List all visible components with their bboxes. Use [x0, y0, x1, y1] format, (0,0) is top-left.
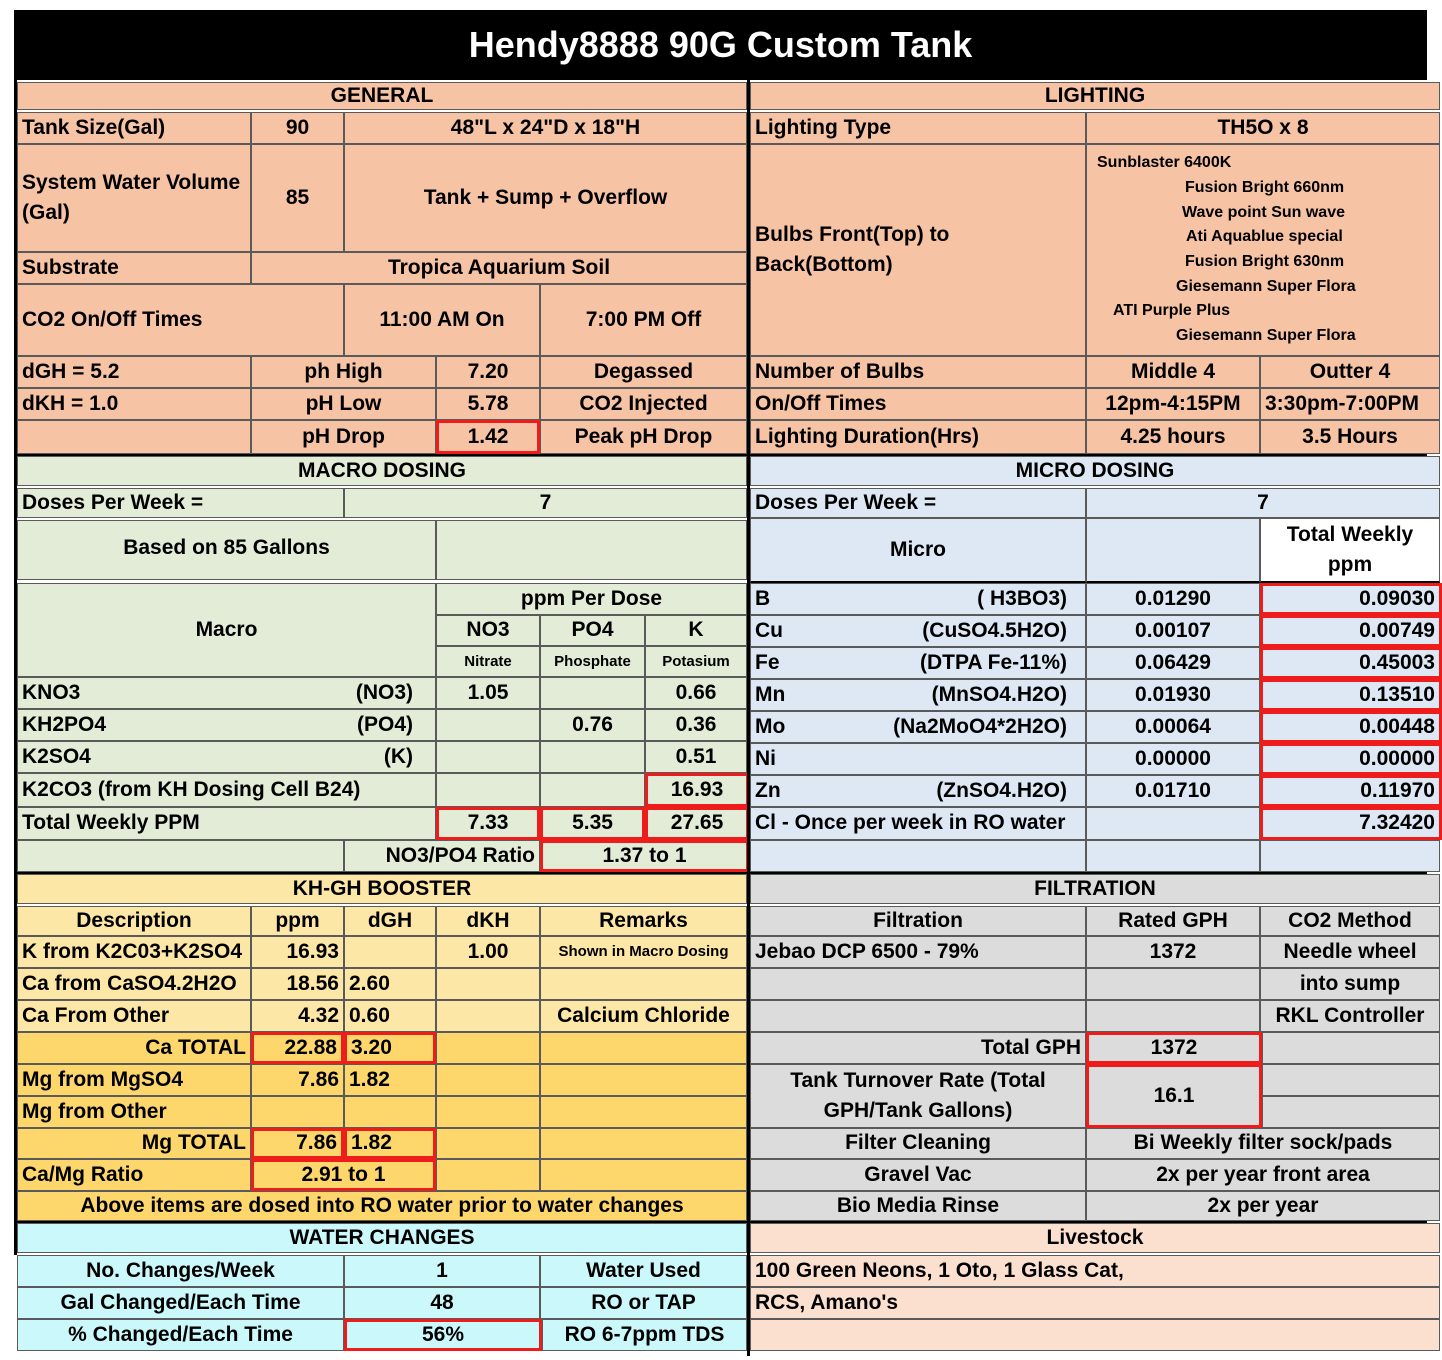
pct-changed-label: % Changed/Each Time: [17, 1319, 344, 1351]
khgh-dkh: [436, 1096, 540, 1128]
micro-element: Ni: [755, 746, 776, 770]
filtration-spacer: [1086, 968, 1260, 1000]
spreadsheet: [14, 10, 1435, 1356]
bulb-count-outer: Outter 4: [1260, 356, 1440, 388]
khgh-remarks: [540, 1096, 747, 1128]
gal-changed-label: Gal Changed/Each Time: [17, 1287, 344, 1319]
micro-spacer: [1086, 840, 1260, 872]
micro-element: B: [755, 586, 771, 610]
micro-element: Cu: [755, 618, 783, 642]
lighting-header: LIGHTING: [750, 82, 1440, 110]
khgh-dkh: [436, 1032, 540, 1064]
micro-row-element: [750, 679, 1086, 711]
macro-row-ion: (PO4): [356, 712, 413, 736]
filtration-header: FILTRATION: [750, 874, 1440, 904]
khgh-col-dkh: dKH: [436, 906, 540, 936]
khgh-col-remarks: Remarks: [540, 906, 747, 936]
khgh-dgh: 0.60: [344, 1000, 436, 1032]
lighting-type-label: Lighting Type: [750, 112, 1086, 144]
livestock-line-2: RCS, Amano's: [750, 1287, 1440, 1319]
tank-dimensions: 48"L x 24"D x 18"H: [344, 112, 747, 144]
col-k: K: [645, 615, 747, 646]
filter-rated-gph: 1372: [1086, 936, 1260, 968]
filtration-col-rated-gph: Rated GPH: [1086, 906, 1260, 936]
filter-cleaning-value: Bi Weekly filter sock/pads: [1086, 1128, 1440, 1159]
khgh-ppm: 4.32: [251, 1000, 344, 1032]
water-used-label: Water Used: [540, 1255, 747, 1287]
turnover-label: Tank Turnover Rate (Total GPH/Tank Gallons): [750, 1064, 1086, 1128]
micro-compound: (CuSO4.5H2O): [922, 618, 1067, 642]
khgh-description: Ca From Other: [17, 1000, 251, 1032]
khgh-ppm: 7.86: [251, 1128, 344, 1159]
cl-label: Cl - Once per week in RO water: [750, 807, 1086, 840]
filtration-spacer: [750, 1000, 1086, 1032]
ph-high-label: ph High: [251, 356, 436, 388]
micro-dose: 0.01710: [1086, 775, 1260, 807]
changes-per-week-value: 1: [344, 1255, 540, 1287]
ph-drop-note: Peak pH Drop: [540, 420, 747, 454]
khgh-dkh: [436, 1000, 540, 1032]
khgh-description: Mg TOTAL: [17, 1128, 251, 1159]
macro-blank: [436, 520, 747, 580]
khgh-remarks: [540, 1064, 747, 1096]
macro-row-compound: K2CO3 (from KH Dosing Cell B24): [17, 773, 436, 807]
khgh-dgh: 1.82: [344, 1064, 436, 1096]
khgh-remarks: [540, 968, 747, 1000]
bulb-count-label: Number of Bulbs: [750, 356, 1086, 388]
khgh-description: K from K2C03+K2SO4: [17, 936, 251, 968]
khgh-dgh: 2.60: [344, 968, 436, 1000]
macro-label: Macro: [17, 583, 436, 677]
micro-row-element: [750, 583, 1086, 615]
macro-row-compound: KNO3: [22, 680, 81, 704]
light-duration-outer: 3.5 Hours: [1260, 420, 1440, 454]
macro-row-po4: 0.76: [540, 709, 645, 741]
livestock-header: Livestock: [750, 1223, 1440, 1253]
khgh-description: Mg from MgSO4: [17, 1064, 251, 1096]
gravel-vac-label: Gravel Vac: [750, 1159, 1086, 1191]
micro-row-element: [750, 711, 1086, 743]
substrate-label: Substrate: [17, 252, 251, 284]
filtration-spacer: [1262, 1032, 1440, 1064]
ca-mg-ratio-value: 2.91 to 1: [251, 1159, 436, 1191]
total-gph-value: 1372: [1086, 1032, 1262, 1064]
bulb-5: Fusion Bright 630nm: [1185, 253, 1345, 270]
light-duration-label: Lighting Duration(Hrs): [750, 420, 1086, 454]
macro-row-no3: [436, 709, 540, 741]
khgh-spacer: [436, 1159, 540, 1191]
macro-row-compound: K2SO4: [22, 744, 91, 768]
cl-dose-blank: [1086, 807, 1260, 840]
system-volume-label: System Water Volume (Gal): [17, 144, 251, 252]
khgh-description: Ca TOTAL: [17, 1032, 251, 1064]
tank-size-label: Tank Size(Gal): [17, 112, 251, 144]
total-weekly-ppm-label: Total Weekly ppm: [1260, 518, 1440, 583]
macro-row-po4: [540, 677, 645, 709]
micro-row-element: [750, 647, 1086, 679]
micro-header: MICRO DOSING: [750, 456, 1440, 486]
bulbs-order-label: Bulbs Front(Top) to Back(Bottom): [750, 144, 1086, 356]
bulb-4: Ati Aquablue special: [1186, 228, 1343, 246]
co2-times-label: CO2 On/Off Times: [17, 284, 344, 356]
macro-row-po4: [540, 773, 645, 807]
ph-low-value: 5.78: [436, 388, 540, 420]
khgh-description: Ca from CaSO4.2H2O: [17, 968, 251, 1000]
changes-per-week-label: No. Changes/Week: [17, 1255, 344, 1287]
ppm-per-dose-label: ppm Per Dose: [436, 583, 747, 615]
dkh-value: dKH = 1.0: [17, 388, 251, 420]
micro-compound: (Na2MoO4*2H2O): [893, 714, 1067, 738]
light-times-middle: 12pm-4:15PM: [1086, 388, 1260, 420]
macro-total-k: 27.65: [645, 807, 749, 840]
no3-po4-ratio-value: 1.37 to 1: [540, 840, 749, 872]
macro-row-k: 0.51: [645, 741, 747, 773]
gravel-vac-value: 2x per year front area: [1086, 1159, 1440, 1191]
no3-po4-ratio-label: NO3/PO4 Ratio: [344, 840, 540, 872]
macro-row-po4: [540, 741, 645, 773]
water-tds: RO 6-7ppm TDS: [542, 1319, 747, 1351]
ph-high-note: Degassed: [540, 356, 747, 388]
micro-compound: (ZnSO4.H2O): [936, 778, 1067, 802]
khgh-dkh: 1.00: [436, 936, 540, 968]
ph-low-note: CO2 Injected: [540, 388, 747, 420]
cl-weekly: 7.32420: [1260, 807, 1442, 840]
col-no3: NO3: [436, 615, 540, 646]
bulb-3: Wave point Sun wave: [1182, 203, 1345, 221]
macro-total-po4: 5.35: [540, 807, 645, 840]
bio-rinse-value: 2x per year: [1086, 1191, 1440, 1221]
khgh-dgh: 3.20: [344, 1032, 436, 1064]
micro-spacer: [750, 840, 1086, 872]
micro-weekly: 0.00000: [1260, 743, 1442, 775]
khgh-note: Above items are dosed into RO water prior to water changes: [17, 1191, 747, 1221]
ph-high-value: 7.20: [436, 356, 540, 388]
co2-on-time: 11:00 AM On: [344, 284, 540, 356]
row-separator: [14, 454, 1427, 456]
macro-total-no3: 7.33: [436, 807, 540, 840]
col-k-sub: Potasium: [645, 646, 747, 677]
filtration-spacer: [750, 968, 1086, 1000]
col-no3-sub: Nitrate: [436, 646, 540, 677]
bulb-8: Giesemann Super Flora: [1176, 327, 1356, 345]
khgh-col-dgh: dGH: [344, 906, 436, 936]
macro-row-compound: KH2PO4: [22, 712, 107, 736]
ph-low-label: pH Low: [251, 388, 436, 420]
livestock-spacer: [750, 1319, 1440, 1351]
bulb-6: Giesemann Super Flora: [1176, 277, 1356, 295]
micro-weekly: 0.00749: [1260, 615, 1442, 647]
macro-header: MACRO DOSING: [17, 456, 747, 486]
filtration-col-co2-method: CO2 Method: [1260, 906, 1440, 936]
filter-cleaning-label: Filter Cleaning: [750, 1128, 1086, 1159]
micro-weekly: 0.13510: [1260, 679, 1442, 711]
macro-row-no3: 1.05: [436, 677, 540, 709]
micro-row-element: [750, 775, 1086, 807]
general-header: GENERAL: [17, 82, 747, 110]
macro-total-label: Total Weekly PPM: [17, 807, 436, 840]
livestock-line-1: 100 Green Neons, 1 Oto, 1 Glass Cat,: [750, 1255, 1440, 1287]
macro-doses-value: 7: [344, 488, 747, 518]
macro-row-ion: (K): [383, 744, 413, 768]
light-duration-middle: 4.25 hours: [1086, 420, 1260, 454]
macro-row-no3: [436, 773, 540, 807]
khgh-ppm: 16.93: [251, 936, 344, 968]
col-po4: PO4: [540, 615, 645, 646]
macro-doses-label: Doses Per Week =: [17, 488, 344, 518]
micro-weekly: 0.45003: [1260, 647, 1442, 679]
khgh-ppm: 18.56: [251, 968, 344, 1000]
khgh-ppm: 22.88: [251, 1032, 344, 1064]
macro-ratio-spacer: [17, 840, 344, 872]
micro-compound: (MnSO4.H2O): [931, 682, 1067, 706]
co2-method-1: Needle wheel: [1260, 936, 1440, 968]
turnover-value: 16.1: [1086, 1064, 1262, 1128]
macro-row-ion: (NO3): [355, 680, 413, 704]
khgh-dgh: [344, 1096, 436, 1128]
bulb-7: ATI Purple Plus: [1113, 302, 1231, 320]
sheet-border-left: [14, 80, 17, 1255]
micro-doses-label: Doses Per Week =: [750, 488, 1086, 518]
substrate-value: Tropica Aquarium Soil: [251, 252, 747, 284]
macro-row-name: [17, 677, 436, 709]
khgh-col-ppm: ppm: [251, 906, 344, 936]
micro-dose: 0.01930: [1086, 679, 1260, 711]
macro-based-on: Based on 85 Gallons: [17, 520, 436, 580]
co2-off-time: 7:00 PM Off: [540, 284, 747, 356]
co2-method-2: into sump: [1260, 968, 1440, 1000]
filtration-spacer: [1262, 1064, 1440, 1096]
tank-size-value: 90: [251, 112, 344, 144]
filtration-spacer: [1086, 1000, 1260, 1032]
macro-row-k: 16.93: [645, 773, 749, 807]
micro-element: Mn: [755, 682, 786, 706]
co2-method-3: RKL Controller: [1260, 1000, 1440, 1032]
lighting-type-value: TH5O x 8: [1086, 112, 1440, 144]
system-description: Tank + Sump + Overflow: [344, 144, 747, 252]
micro-spacer: [1260, 840, 1440, 872]
micro-dose: 0.01290: [1086, 583, 1260, 615]
bulb-count-middle: Middle 4: [1086, 356, 1260, 388]
macro-row-name: [17, 709, 436, 741]
light-times-outer: 3:30pm-7:00PM: [1260, 388, 1440, 420]
micro-weekly: 0.00448: [1260, 711, 1442, 743]
bio-rinse-label: Bio Media Rinse: [750, 1191, 1086, 1221]
micro-element: Fe: [755, 650, 780, 674]
micro-dose: 0.06429: [1086, 647, 1260, 679]
macro-row-name: [17, 741, 436, 773]
micro-dose: 0.00107: [1086, 615, 1260, 647]
khgh-dgh: 1.82: [344, 1128, 436, 1159]
filter-model: Jebao DCP 6500 - 79%: [750, 936, 1086, 968]
khgh-remarks: Shown in Macro Dosing: [540, 936, 747, 968]
row-separator: [14, 1221, 1427, 1223]
ca-mg-ratio-label: Ca/Mg Ratio: [17, 1159, 251, 1191]
micro-element: Mo: [755, 714, 786, 738]
khgh-dkh: [436, 1064, 540, 1096]
blank-cell: [17, 420, 251, 454]
khgh-header: KH-GH BOOSTER: [17, 874, 747, 904]
khgh-remarks: Calcium Chloride: [540, 1000, 747, 1032]
micro-dose: 0.00000: [1086, 743, 1260, 775]
khgh-col-description: Description: [17, 906, 251, 936]
micro-row-element: [750, 743, 1086, 775]
micro-dose: 0.00064: [1086, 711, 1260, 743]
micro-label: Micro: [750, 518, 1086, 583]
bulbs-list: [1086, 144, 1440, 356]
water-used-value: RO or TAP: [540, 1287, 747, 1319]
khgh-dkh: [436, 1128, 540, 1159]
khgh-ppm: 7.86: [251, 1064, 344, 1096]
ph-drop-value: 1.42: [436, 420, 540, 454]
micro-element: Zn: [755, 778, 781, 802]
khgh-dgh: [344, 936, 436, 968]
micro-dose-col-blank: [1086, 518, 1260, 583]
khgh-remarks: [540, 1032, 747, 1064]
system-volume-value: 85: [251, 144, 344, 252]
khgh-ppm: [251, 1096, 344, 1128]
light-times-label: On/Off Times: [750, 388, 1086, 420]
filtration-spacer: [1262, 1096, 1440, 1128]
filtration-col-filtration: Filtration: [750, 906, 1086, 936]
total-gph-label: Total GPH: [750, 1032, 1086, 1064]
khgh-spacer: [540, 1159, 747, 1191]
micro-compound: (DTPA Fe-11%): [919, 650, 1067, 674]
water-header: WATER CHANGES: [17, 1223, 747, 1253]
ph-drop-label: pH Drop: [251, 420, 436, 454]
khgh-dkh: [436, 968, 540, 1000]
col-po4-sub: Phosphate: [540, 646, 645, 677]
micro-compound: ( H3BO3): [977, 586, 1067, 610]
pct-changed-value: 56%: [344, 1319, 542, 1351]
micro-doses-value: 7: [1086, 488, 1440, 518]
macro-row-k: 0.36: [645, 709, 747, 741]
column-separator: [747, 80, 750, 1356]
row-separator: [14, 872, 1427, 874]
micro-weekly: 0.09030: [1260, 583, 1442, 615]
bulb-1: Sunblaster 6400K: [1097, 154, 1232, 172]
khgh-remarks: [540, 1128, 747, 1159]
macro-row-k: 0.66: [645, 677, 747, 709]
khgh-description: Mg from Other: [17, 1096, 251, 1128]
micro-weekly: 0.11970: [1260, 775, 1442, 807]
dgh-value: dGH = 5.2: [17, 356, 251, 388]
gal-changed-value: 48: [344, 1287, 540, 1319]
bulb-2: Fusion Bright 660nm: [1185, 178, 1345, 196]
page-title: Hendy8888 90G Custom Tank: [14, 10, 1427, 80]
micro-row-element: [750, 615, 1086, 647]
macro-row-no3: [436, 741, 540, 773]
